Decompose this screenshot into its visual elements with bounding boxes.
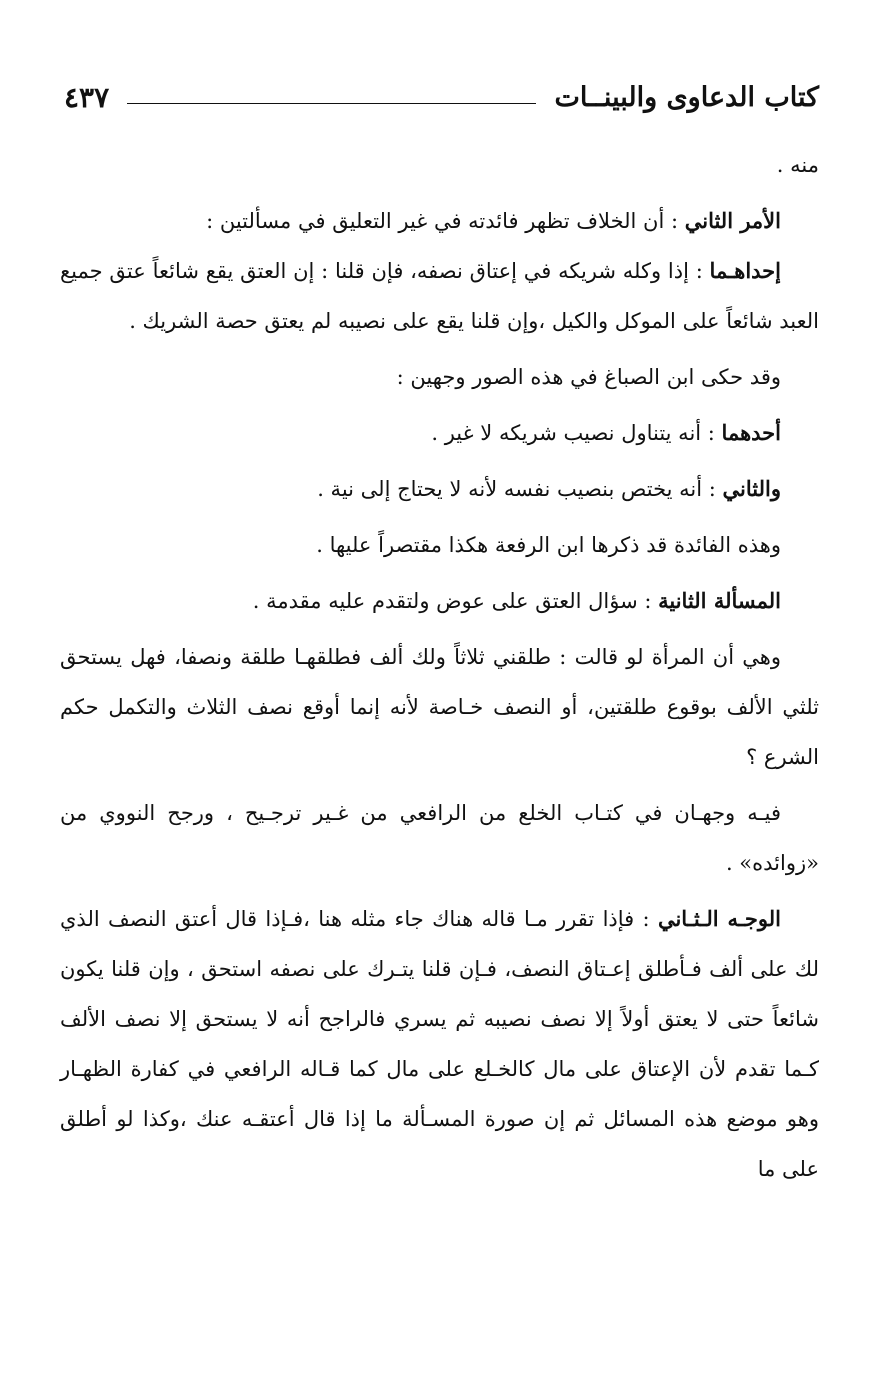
- paragraph-lead: إحداهـما: [709, 258, 781, 283]
- paragraph-text: وهذه الفائدة قد ذكرها ابن الرفعة هكذا مقتصراً عليها .: [316, 533, 781, 557]
- paragraph: [60, 894, 819, 1194]
- paragraph-lead: أحدهما: [721, 420, 781, 445]
- paragraph: [60, 464, 819, 514]
- paragraph: [60, 576, 819, 626]
- paragraph-text: فيـه وجهـان في كتـاب الخلع من الرافعي من غـير ترجـيح ، ورجح النووي من «زوائده» .: [60, 801, 819, 875]
- paragraph-lead: الوجـه الـثـاني: [657, 906, 781, 931]
- paragraph: [60, 246, 819, 346]
- paragraph-text: : أنه يختص بنصيب نفسه لأنه لا يحتاج إلى نية .: [317, 477, 723, 501]
- paragraph: [60, 196, 819, 246]
- paragraph-text: منه .: [776, 153, 819, 177]
- paragraph: [60, 140, 819, 190]
- paragraph-text: : إذا وكله شريكه في إعتاق نصفه، فإن قلنا : إن العتق يقع شائعاً عتق جميع العبد شائعاً على الموكل والكيل ،وإن قلنا يقع على نصيبه لم يعتق حصة الشريك .: [60, 259, 819, 333]
- paragraph-text: : أنه يتناول نصيب شريكه لا غير .: [431, 421, 722, 445]
- running-header: [60, 72, 819, 122]
- book-page: [60, 0, 819, 1392]
- paragraph: [60, 632, 819, 782]
- paragraph-text: : فإذا تقرر مـا قاله هناك جاء مثله هنا ،فـإذا قال أعتق النصف الذي لك على ألف فـأطلق إعـتاق النصف، فـإن قلنا يتـرك على نصفه استحق ، وإن قلنا يكون شائعاً حتى لا يعتق أولاً إلا نصف نصيبه ثم يسري فالراجح أنه لا يستحق إلا نصف الألف كـما تقدم لأن الإعتاق على مال كالخـلع على مال كما قـاله الرافعي في كفارة الظهـار وهو موضع هذه المسائل ثم إن صورة المسـألة ما إذا قال أعتقـه عنك ،وكذا لو أطلق على ما: [60, 907, 819, 1181]
- paragraph: [60, 520, 819, 570]
- paragraph-text: : سؤال العتق على عوض ولتقدم عليه مقدمة .: [252, 589, 659, 613]
- paragraph-lead: المسألة الثانية: [658, 588, 781, 613]
- paragraph-lead: الأمر الثاني: [684, 208, 781, 233]
- paragraph: [60, 408, 819, 458]
- page-number: ٤٣٧: [64, 80, 110, 114]
- body-text: [60, 140, 819, 1194]
- paragraph: [60, 352, 819, 402]
- header-rule: [127, 103, 536, 104]
- paragraph-text: : أن الخلاف تظهر فائدته في غير التعليق في مسألتين :: [206, 209, 685, 233]
- paragraph-text: وهي أن المرأة لو قالت : طلقني ثلاثاً ولك ألف فطلقهـا طلقة ونصفا، فهل يستحق ثلثي الألف بوقوع طلقتين، أو النصف خـاصة لأنه إنما أوقع نصف الثلاث والتكمل حكم الشرع ؟: [60, 645, 819, 769]
- paragraph-text: وقد حكى ابن الصباغ في هذه الصور وجهين :: [396, 365, 781, 389]
- paragraph: [60, 788, 819, 888]
- chapter-title: كتاب الدعاوى والبينــات: [554, 81, 819, 113]
- paragraph-lead: والثاني: [722, 476, 781, 501]
